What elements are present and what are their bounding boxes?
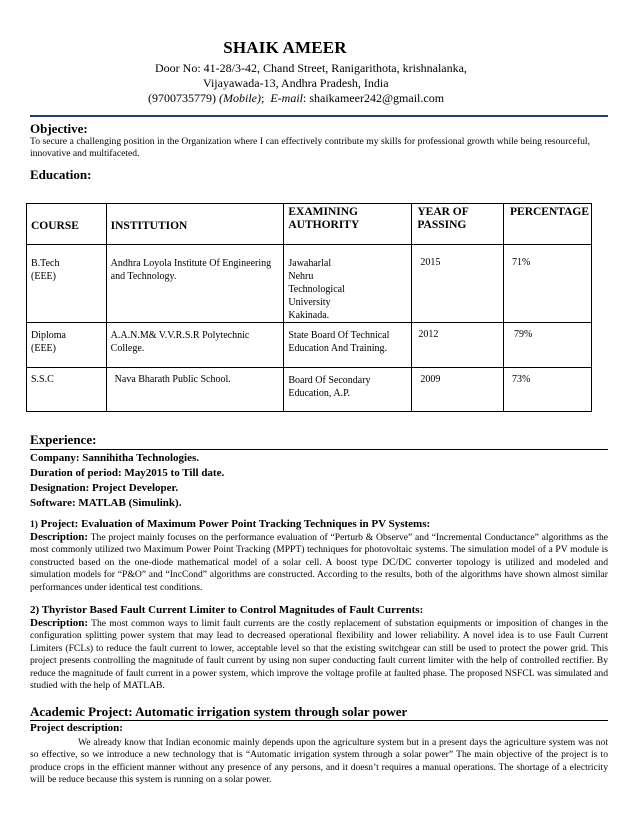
project-1-description: Description: The project mainly focuses on the performance evaluation of “Perturb & Observe” and “Incremental Conductance” algorithms as the most commonly utilized two Maximum Power Point Tracking (MPPT) techniques for photovoltaic systems. The simulation model of a PV module is constructed based on the one-diode mathematical model of a solar cell. A boost type DC/DC converter topology is utilized and modeled and simulation models for “P&O” and “IncCond” algorithms are constructed. According to the results, both of the algorithms have shown almost similar performances under identical test conditions. (30, 531, 608, 593)
software-line: Software: MATLAB (Simulink). (30, 497, 182, 509)
table-cell-authority: Board Of Secondary Education, A.P. (284, 368, 412, 412)
table-cell-year: 2015 (412, 245, 504, 323)
table-row (27, 368, 592, 412)
table-cell-percentage: 71% (504, 245, 592, 323)
table-row (27, 323, 592, 368)
column-header: EXAMINING AUTHORITY (284, 204, 412, 245)
column-header: INSTITUTION (106, 204, 284, 245)
education-heading: Education: (30, 167, 92, 182)
address-line-1: Door No: 41-28/3-42, Chand Street, Ranigarithota, krishnalanka, (155, 61, 467, 75)
academic-divider (30, 720, 608, 721)
column-header: PERCENTAGE (504, 204, 592, 245)
table-cell-year: 2012 (412, 323, 504, 368)
table-cell-course: B.Tech (EEE) (27, 245, 107, 323)
academic-project-heading: Academic Project: Automatic irrigation system through solar power (30, 704, 408, 719)
table-row (27, 245, 592, 323)
company-line: Company: Sannihitha Technologies. (30, 452, 200, 464)
candidate-name: SHAIK AMEER (223, 38, 347, 57)
table-cell-year: 2009 (412, 368, 504, 412)
objective-text: To secure a challenging position in the Organization where I can effectively contribute my skills for professional growth while being resourceful, innovative and multifaceted. (30, 136, 590, 160)
column-header: COURSE (27, 204, 107, 245)
phone-number: (9700735779) (148, 91, 216, 105)
designation-line: Designation: Project Developer. (30, 482, 179, 494)
email-address[interactable]: shaikameer242@gmail.com (309, 91, 445, 105)
duration-line: Duration of period: May2015 to Till date. (30, 467, 225, 479)
table-cell-institution: A.A.N.M& V.V.R.S.R Polytechnic College. (106, 323, 284, 368)
project-1-number: 1) (30, 520, 38, 530)
table-cell-authority: State Board Of Technical Education And Training. (284, 323, 412, 368)
academic-project-description: We already know that Indian economic mainly depends upon the agriculture system but in a present days the agriculture system was not so effective, so we introduce a new technology that is “Automatic irrigation system through a solar power” The main objective of the project is to produce crops in the efficient manner without any presence of any persons, and it doesn’t requires a manual operations. The shortage of a electricity will be reduce because this system is running on a solar power. (30, 737, 608, 786)
table-cell-course: S.S.C (27, 368, 107, 412)
project-2-title: 2) Thyristor Based Fault Current Limiter to Control Magnitudes of Fault Currents: (30, 604, 424, 616)
description-label: Description: (30, 617, 89, 629)
table-cell-percentage: 73% (504, 368, 592, 412)
table-cell-course: Diploma (EEE) (27, 323, 107, 368)
project-2-description: Description: The most common ways to limit fault currents are the costly replacement of substation equipments or imposition of changes in the configuration splitting power system that may lead to decreased operational flexibility and lower reliability. A novel idea is to use Fault Current Limiters (FCLs) to reduce the fault current to lower, acceptable level so that the existing switchgear can still be used to protect the power grid. This project presents controlling the magnitude of fault current by using non super conducting fault current limiter with the help of controlled rectifier. By reduce the magnitude of fault current in a power system, which improve the voltage profile at faulted phase. The proposed NSFCL was simulated and studied with the help of MATLAB. (30, 617, 608, 692)
contact-line: (9700735779) (Mobile); E-mail: shaikameer242@gmail.com (148, 91, 445, 105)
table-cell-institution: Andhra Loyola Institute Of Engineering and Technology. (106, 245, 284, 323)
project-description-label: Project description: (30, 722, 123, 734)
objective-heading: Objective: (30, 121, 88, 136)
table-header-row (27, 204, 592, 245)
experience-divider (30, 449, 608, 450)
table-cell-authority: Jawaharlal Nehru Technological University Kakinada. (284, 245, 412, 323)
description-label: Description: (30, 531, 89, 543)
email-label: E-mail (270, 91, 303, 105)
education-table (26, 203, 592, 412)
column-header: YEAR OF PASSING (412, 204, 504, 245)
table-cell-percentage: 79% (504, 323, 592, 368)
header-divider (30, 115, 608, 117)
address-line-2: Vijayawada-13, Andhra Pradesh, India (203, 76, 389, 90)
project-1-title: 1) Project: Evaluation of Maximum Power Point Tracking Techniques in PV Systems: (30, 518, 431, 530)
experience-heading: Experience: (30, 432, 97, 447)
table-cell-institution: Nava Bharath Public School. (106, 368, 284, 412)
mobile-label: (Mobile) (219, 91, 261, 105)
